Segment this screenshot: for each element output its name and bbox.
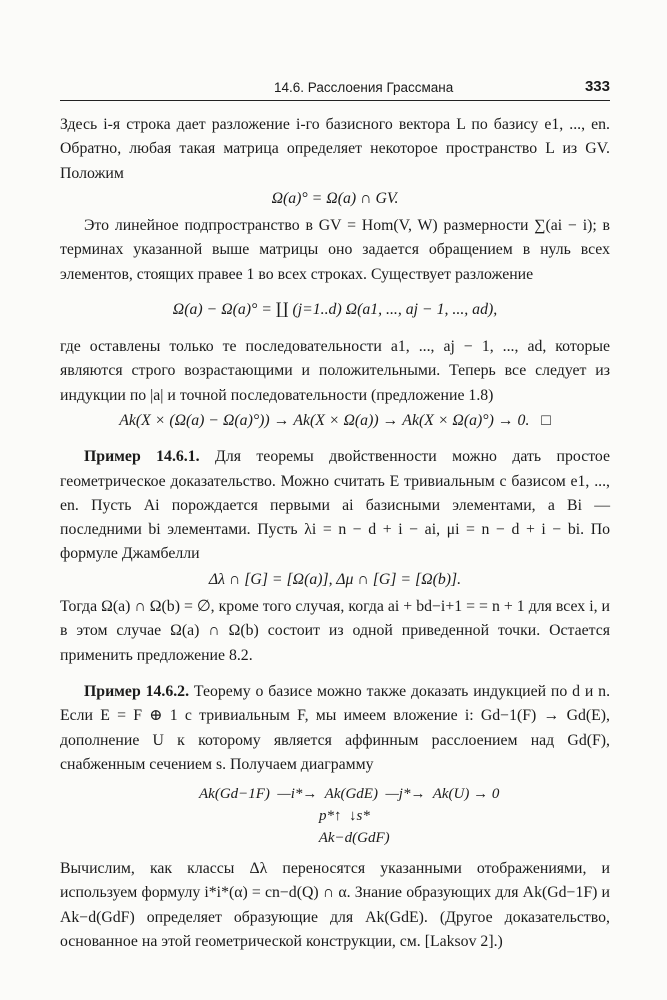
example-1-title: Пример 14.6.1.	[84, 448, 200, 466]
example-2	[60, 680, 610, 777]
example-1	[60, 445, 610, 566]
diagram-row-3: Ak−d(GdF)	[199, 830, 390, 847]
example-2-conclusion: Вычислим, как классы Δλ переносятся указанными отображениями, и используем формулу i*i*(α) = cn−d(Q) ∩ α. Знание образующих для Ak(Gd−1F) и Ak−d(GdF) определяет образующие для Ak(GdE). (Другое доказательство, основанное на этой геометрической конструкции, см. [Laksov 2].)	[60, 860, 610, 951]
page-header	[60, 78, 610, 101]
paragraph-induction: где оставлены только те последовательности a1, ..., aj − 1, ..., ad, которые являются строго возрастающими и положительными. Теперь все следует из индукции по |a| и точной последовательности (предложение 1.8)	[60, 338, 610, 404]
example-1-conclusion: Тогда Ω(a) ∩ Ω(b) = ∅, кроме того случая, когда ai + bd−i+1 = = n + 1 для всех i, и в этом случае Ω(a) ∩ Ω(b) состоит из одной приведенной точки. Остается применить предложение 8.2.	[60, 598, 610, 664]
commutative-diagram	[199, 783, 610, 849]
diagram-row-1: Ak(Gd−1F) —i*→ Ak(GdE) —j*→ Ak(U) → 0	[199, 786, 500, 803]
formula-giambelli: Δλ ∩ [G] = [Ω(a)], Δμ ∩ [G] = [Ω(b)].	[208, 570, 462, 588]
example-1-text: Для теоремы двойственности можно дать простое геометрическое доказательство. Можно считать E тривиальным с базисом e1, ..., en. Пусть Ai порождается первыми ai базисными элементами, а Bi — последними bi элементами. Пусть λi = n − d + i − ai, μi = n − d + i − bi. По формуле Джамбелли	[60, 448, 611, 563]
exact-sequence-text: Ak(X × (Ω(a) − Ω(a)°)) → Ak(X × Ω(a)) → Ak(X × Ω(a)°) → 0.	[119, 411, 530, 429]
formula-omega-open: Ω(a)° = Ω(a) ∩ GV.	[271, 189, 399, 207]
diagram-row-2: p*↑ ↓s*	[199, 808, 370, 825]
page-number: 333	[584, 78, 610, 95]
example-2-title: Пример 14.6.2.	[84, 682, 190, 700]
running-title: 14.6. Расслоения Грассмана	[274, 80, 454, 95]
qed-symbol: □	[541, 411, 551, 429]
example-2-text: Теорему о базисе можно также доказать индукцией по d и n. Если E = F ⊕ 1 с тривиальным F, мы имеем вложение i: Gd−1(F) → Gd(E), дополнение U к которому является аффинным расслоением над Gd(F), снабженным сечением s. Получаем диаграмму	[60, 682, 611, 773]
formula-exact-sequence	[60, 409, 610, 433]
paragraph-subspace: Это линейное подпространство в GV = Hom(V, W) размерности ∑(ai − i); в терминах указанной выше матрицы оно задается обращением в нуль всех элементов, стоящих правее 1 во всех строках. Существует разложение	[60, 217, 610, 283]
formula-decomposition: Ω(a) − Ω(a)° = ∐ (j=1..d) Ω(a1, ..., aj − 1, ..., ad),	[172, 301, 498, 319]
paragraph-intro: Здесь i-я строка дает разложение i-го базисного вектора L по базису e1, ..., en. Обратно, любая такая матрица определяет некоторое пространство L из GV. Положим	[60, 116, 610, 182]
page-body	[60, 113, 610, 954]
